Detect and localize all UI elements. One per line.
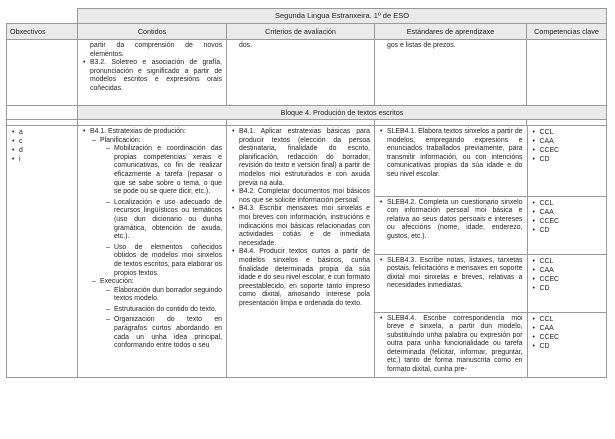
criterion-item: • B4.4. Producir textos curtos a partir de modelos sinxelos e básicos, cunha finalidade determinada propia da súa idade e do seu nivel escolar, e cun formato preestablecido, en soporte tanto impreso como dixital, amosando interese pola presentación limpa e ordenada do texto. bbox=[230, 248, 370, 308]
competence-item: • CCEC bbox=[531, 146, 604, 155]
corner-cell bbox=[7, 9, 78, 24]
planning-label: Planificación: bbox=[100, 136, 141, 144]
standard-cell bbox=[375, 196, 527, 254]
competence-item: • CCL bbox=[531, 199, 604, 208]
objective-item: • c bbox=[10, 137, 73, 146]
competence-cell bbox=[527, 312, 607, 377]
prev-contents-cell bbox=[78, 40, 227, 106]
competence-item: • CCL bbox=[531, 315, 604, 324]
competence-item: • CD bbox=[531, 155, 604, 164]
prev-objectives-cell bbox=[7, 40, 78, 106]
criterion-item: • B4.2. Completar documentos moi básicos nos que se solicite información persoal. bbox=[230, 188, 370, 205]
execution-item: – Elaboración dun borrador seguindo textos modelo. bbox=[106, 287, 222, 304]
block-title: Bloque 4. Produción de textos escritos bbox=[78, 106, 607, 120]
competence-item: • CAA bbox=[531, 266, 604, 275]
planning-item: – Localización e uso adecuado de recursos lingüísticos ou temáticos (uso dun dicionario ou dunha gramática, obtención de axuda, etc.). bbox=[106, 199, 222, 242]
contents-item bbox=[81, 128, 222, 351]
header-competences: Competencias clave bbox=[527, 24, 607, 40]
prev-competences-cell bbox=[527, 40, 607, 106]
prev-standards-tail: gos e listas de prezos. bbox=[387, 42, 456, 49]
criterion-item: • B4.1. Aplicar estratexias básicas para producir textos (elección da persoa destinataria, finalidade do escrito, planificación, redacción do borrador, revisión do texto e versión final) a partir de modelos moi estruturados e con axuda previa na aula. bbox=[230, 128, 370, 188]
objective-item: • i bbox=[10, 155, 73, 164]
competence-item: • CD bbox=[531, 342, 604, 351]
standard-cell bbox=[375, 312, 527, 377]
competence-item: • CCL bbox=[531, 128, 604, 137]
competence-cell bbox=[527, 196, 607, 254]
header-criteria: Criterios de avaliación bbox=[227, 24, 375, 40]
curriculum-table bbox=[6, 8, 606, 378]
contents-cell bbox=[78, 126, 227, 378]
competence-item: • CD bbox=[531, 226, 604, 235]
standard-cell bbox=[375, 254, 527, 312]
header-standards: Estándares de aprendizaxe bbox=[375, 24, 527, 40]
table-title: Segunda Lingua Estranxeira. 1º de ESO bbox=[78, 9, 607, 24]
standard-item: • SLEB4.4. Escribe correspondencia moi breve e sinxela, a partir dun modelo, substituíndo unha palabra ou expresión por outra para unha funcionalidade ou tarefa determinada (felicitar, informar, preguntar, etc.) tanto de forma manuscrita como en formato dixital, cunha pre- bbox=[378, 315, 523, 375]
standard-item: • SLEB4.1. Elabora textos sinxelos a partir de modelos, empregando expresións e enunciados traballados previamente, para transmitir información, ou con intencións comunicativas propias da súa idade e do seu nivel escolar. bbox=[378, 128, 523, 180]
objectives-cell bbox=[7, 126, 78, 378]
competence-item: • CCEC bbox=[531, 333, 604, 342]
competence-cell bbox=[527, 254, 607, 312]
standard-item: • SLEB4.3. Escribe notas, listaxes, tarxetas postais, felicitacións e mensaxes en soporte dixital moi sinxelas e breves, relativas a necesidades inmediatas. bbox=[378, 257, 523, 291]
prev-standards-cell bbox=[375, 40, 527, 106]
standard-item: • SLEB4.2. Completa un cuestionario sinxelo con información persoal moi básica e relativa ao seus datos persoais e intereses ou afeccións (nome, idade, enderezo, gustos, etc.). bbox=[378, 199, 523, 242]
execution-group bbox=[92, 278, 222, 351]
prev-contents-tail: partir da comprensión de novos elementos. bbox=[90, 42, 222, 58]
competence-cell bbox=[527, 126, 607, 196]
prev-criteria-tail: dos. bbox=[239, 42, 253, 49]
objective-item: • a bbox=[10, 128, 73, 137]
competence-item: • CD bbox=[531, 284, 604, 293]
prev-criteria-cell bbox=[227, 40, 375, 106]
criterion-item: • B4.3. Escribir mensaxes moi sinxelas e moi breves con información, instrucións e indicacións moi básicas relacionadas con actividades cotiás e de inmediata necesidade. bbox=[230, 205, 370, 248]
planning-group bbox=[92, 137, 222, 279]
standards-competences-cell bbox=[375, 126, 607, 378]
planning-item: – Uso de elementos coñecidos obtidos de modelos moi sinxelos de textos escritos, para elaborar os propios textos. bbox=[106, 244, 222, 278]
criteria-cell bbox=[227, 126, 375, 378]
block-spacer bbox=[7, 106, 78, 120]
competence-item: • CAA bbox=[531, 208, 604, 217]
header-contents: Contidos bbox=[78, 24, 227, 40]
competence-item: • CAA bbox=[531, 324, 604, 333]
header-objectives: Obxectivos bbox=[7, 24, 78, 40]
prev-contents-item: • B3.2. Soletreo e asociación de grafía, pronunciación e significado a partir de modelos escritos e expresións orais coñecidas. bbox=[81, 59, 222, 93]
execution-label: Execución: bbox=[100, 278, 134, 286]
competence-item: • CCL bbox=[531, 257, 604, 266]
objective-item: • d bbox=[10, 146, 73, 155]
competence-item: • CAA bbox=[531, 137, 604, 146]
execution-item: – Estruturación do contido do texto. bbox=[106, 306, 222, 315]
competence-item: • CCEC bbox=[531, 275, 604, 284]
competence-item: • CCEC bbox=[531, 217, 604, 226]
execution-item: – Organización do texto en parágrafos curtos abordando en cada un unha idea principal, conformando entre todos o seu bbox=[106, 316, 222, 350]
standard-cell bbox=[375, 126, 527, 196]
contents-main: B4.1. Estratexias de produción: bbox=[90, 128, 186, 135]
planning-item: – Mobilización e coordinación das propias competencias xerais e comunicativas, co fin de realizar eficazmente a tarefa (repasar o que se sabe sobre o tema, o que se pode ou se quere dicir, etc.). bbox=[106, 145, 222, 197]
